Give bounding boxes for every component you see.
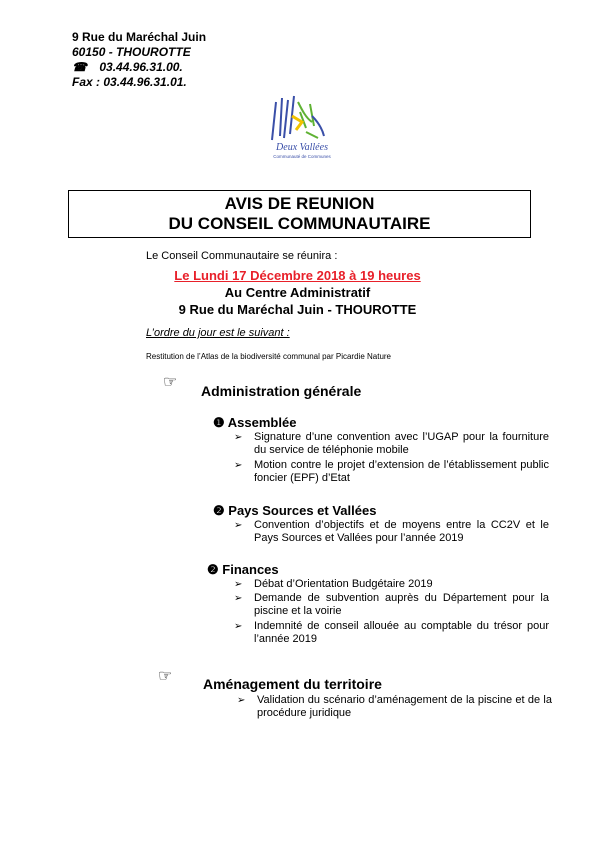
number-2-icon: ❷ <box>207 562 219 577</box>
list-item: ➢ Indemnité de conseil allouée au comptable du trésor pour l’année 2019 <box>234 620 549 645</box>
section-amenagement-title: Aménagement du territoire <box>203 676 382 692</box>
pointing-hand-icon: ☞ <box>158 668 173 685</box>
meeting-address: 9 Rue du Maréchal Juin - THOUROTTE <box>178 302 417 317</box>
title-line-2: DU CONSEIL COMMUNAUTAIRE <box>168 214 431 233</box>
list-item: ➢ Signature d’une convention avec l’UGAP pour la fourniture du service de téléphonie mobile <box>234 431 549 456</box>
subsection-assemblee: ❶ Assemblée <box>213 415 297 430</box>
arrow-icon: ➢ <box>234 432 243 443</box>
phone-line <box>72 60 183 75</box>
section-administration-title: Administration générale <box>201 383 362 399</box>
phone-number: 03.44.96.31.00. <box>99 60 183 74</box>
title-box <box>68 190 531 238</box>
number-2-icon: ❷ <box>213 503 225 518</box>
address-city: 60150 - THOUROTTE <box>72 45 191 59</box>
arrow-icon: ➢ <box>234 460 243 471</box>
meeting-place: Au Centre Administratif <box>224 285 371 300</box>
title-line-1: AVIS DE REUNION <box>224 194 375 213</box>
meeting-date: Le Lundi 17 Décembre 2018 à 19 heures <box>174 268 421 283</box>
logo-tagline: Communauté de Communes <box>273 154 331 159</box>
subsection-finances: ❷ Finances <box>207 562 279 577</box>
number-1-icon: ❶ <box>213 415 225 430</box>
list-item: ➢ Convention d’objectifs et de moyens entre la CC2V et le Pays Sources et Vallées pour l’année 2019 <box>234 519 549 544</box>
deux-vallees-logo <box>262 92 344 160</box>
list-item: ➢ Motion contre le projet d’extension de l’établissement public foncier (EPF) d’Etat <box>234 459 549 484</box>
arrow-icon: ➢ <box>237 695 246 706</box>
arrow-icon: ➢ <box>234 621 243 632</box>
intro-text: Le Conseil Communautaire se réunira : <box>146 250 338 262</box>
list-item: ➢ Demande de subvention auprès du Département pour la piscine et la voirie <box>234 592 549 617</box>
arrow-icon: ➢ <box>234 579 243 590</box>
pointing-hand-icon: ☞ <box>163 374 178 391</box>
logo-graphic <box>262 92 344 160</box>
arrow-icon: ➢ <box>234 593 243 604</box>
phone-icon: ☎ <box>72 60 87 74</box>
agenda-heading: L’ordre du jour est le suivant : <box>146 327 290 339</box>
fax-number: Fax : 03.44.96.31.01. <box>72 75 187 89</box>
logo-wordmark: Deux Vallées <box>276 142 328 153</box>
list-item: ➢ Débat d’Orientation Budgétaire 2019 <box>234 578 433 590</box>
list-item: ➢ Validation du scénario d’aménagement de la piscine et de la procédure juridique <box>237 694 552 719</box>
address-street: 9 Rue du Maréchal Juin <box>72 30 207 44</box>
restitution-item: Restitution de l’Atlas de la biodiversité communal par Picardie Nature <box>146 352 392 361</box>
arrow-icon: ➢ <box>234 520 243 531</box>
subsection-pays: ❷ Pays Sources et Vallées <box>213 503 377 518</box>
